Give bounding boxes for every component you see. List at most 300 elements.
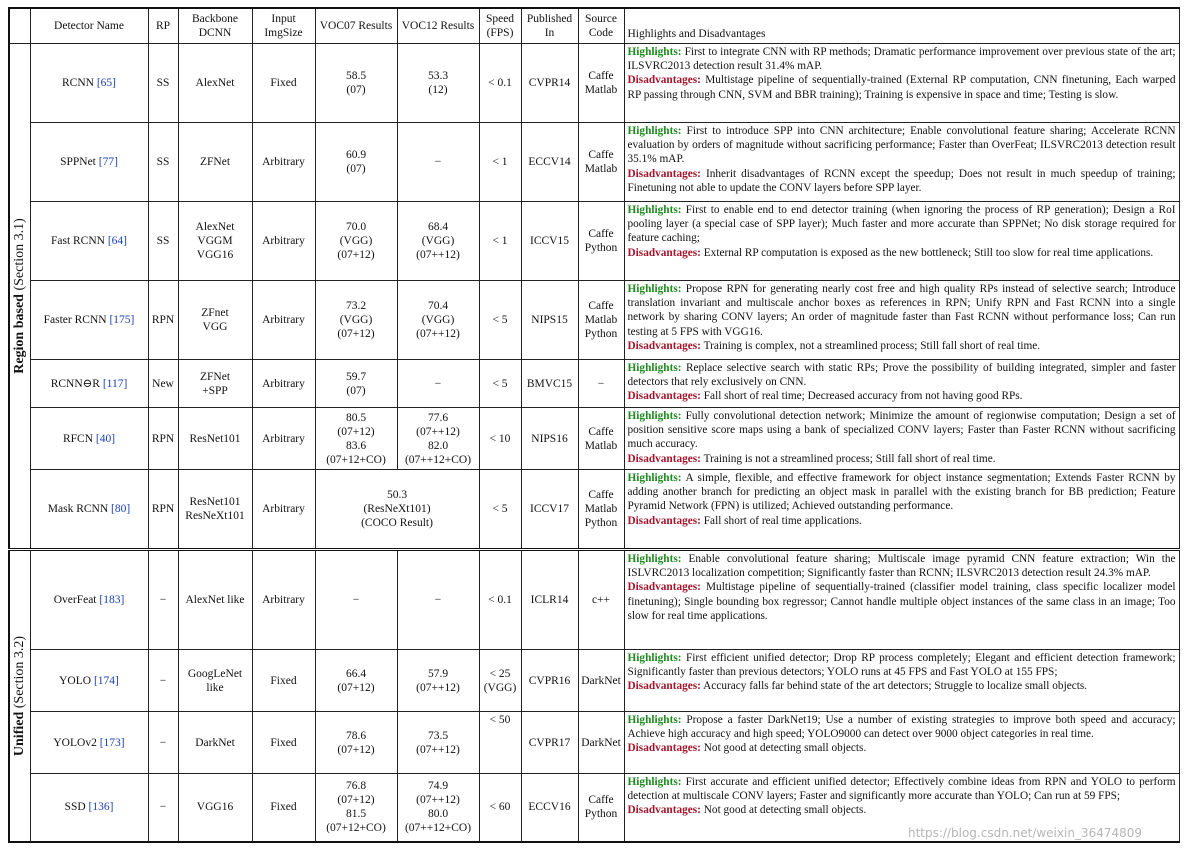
source-cell-line: DarkNet — [581, 736, 621, 749]
detector-name — [30, 44, 148, 123]
backbone-cell-line: DarkNet — [195, 736, 235, 749]
backbone-cell-line: GoogLeNet — [187, 667, 243, 680]
voc07-cell-line: − — [352, 594, 360, 606]
highlights-text: Propose RPN for generating nearly cost free and high quality RPs instead of selective search; Introduce translation invariant and multiscale anchor boxes as references in RPN; Unify RPN and Fast RCNN into a single network by sharing CONV layers; An order of magnitude faster than Fast RCNN without performance loss; Can run testing at 5 FPS with VGG16. — [627, 283, 1176, 338]
input-cell: Fixed — [252, 774, 315, 842]
voc07-cell-line: (VGG) — [339, 235, 373, 247]
backbone-cell — [178, 774, 252, 842]
voc12-cell-line: (VGG) — [421, 235, 455, 247]
header-source: Source Code — [578, 8, 624, 44]
backbone-cell-line: AlexNet like — [185, 594, 245, 606]
voc12-cell-line: (07++12) — [416, 425, 460, 438]
voc12-cell-line: (VGG) — [421, 314, 455, 326]
table-row — [9, 550, 1179, 650]
voc-merged-cell-line: 50.3 — [386, 489, 408, 501]
voc12-cell — [397, 360, 479, 408]
highlights-block — [628, 552, 1176, 580]
voc07-cell-line: 70.0 — [345, 221, 367, 233]
backbone-cell — [178, 44, 252, 123]
speed-cell-line: < 5 — [492, 314, 508, 326]
speed-cell-line: < 1 — [492, 156, 508, 168]
disadvantages-label: Disadvantages: — [627, 167, 701, 180]
header-row — [9, 8, 1179, 44]
disadvantages-block — [628, 167, 1176, 195]
highlights-cell — [624, 470, 1179, 550]
disadvantages-block — [628, 679, 1176, 693]
highlights-text: Fully convolutional detection network; Minimize the amount of regionwise computation; Design a set of position sensitive score maps using a bank of specialized CONV layers; Faster than Faster RCNN without sacrificing much accuracy. — [627, 410, 1176, 451]
voc07-cell-line: (07+12+CO) — [326, 822, 386, 835]
voc12-cell-line: 68.4 — [427, 221, 449, 233]
input-cell: Arbitrary — [252, 202, 315, 281]
source-cell — [578, 650, 624, 712]
disadvantages-block — [628, 389, 1176, 403]
voc07-cell — [315, 202, 397, 281]
voc12-cell-line: − — [434, 377, 442, 390]
rp-cell: RPN — [148, 281, 178, 360]
voc07-cell-line: 73.2 — [345, 300, 367, 312]
disadvantages-block — [628, 514, 1176, 528]
highlights-text: First efficient unified detector; Drop RP process completely; Elegant and efficient detection framework; Significantly faster than previous detectors; YOLO runs at 45 FPS and Fast YOLO at 155 FPS; — [627, 652, 1176, 679]
voc07-cell — [315, 550, 397, 650]
voc07-cell-line: 60.9 — [345, 149, 367, 161]
input-cell: Arbitrary — [252, 123, 315, 202]
highlights-block — [628, 282, 1176, 339]
speed-cell-line: < 0.1 — [488, 594, 512, 606]
source-cell — [578, 281, 624, 360]
speed-cell-line: < 0.1 — [488, 77, 512, 89]
detector-name-text: RFCN — [62, 432, 93, 445]
detector-name — [30, 408, 148, 470]
highlights-label: Highlights: — [627, 553, 682, 565]
backbone-cell-line: ZFNet — [199, 156, 231, 168]
rp-cell: SS — [148, 202, 178, 281]
header-highlights: Highlights and Disadvantages — [624, 8, 1179, 44]
voc12-cell-line: (07++12+CO) — [404, 453, 472, 466]
voc12-cell — [397, 774, 479, 842]
highlights-cell — [624, 202, 1179, 281]
voc12-cell-line: (07++12) — [416, 743, 460, 756]
highlights-cell — [624, 650, 1179, 712]
published-cell: CVPR17 — [521, 712, 578, 774]
disadvantages-label: Disadvantages: — [627, 742, 701, 755]
source-cell-line: Python — [584, 242, 618, 254]
backbone-cell — [178, 650, 252, 712]
voc07-cell-line: 66.4 — [345, 667, 367, 680]
source-cell — [578, 712, 624, 774]
highlights-block — [628, 713, 1176, 741]
detector-name — [30, 202, 148, 281]
rp-cell: − — [148, 650, 178, 712]
rp-cell: − — [148, 550, 178, 650]
group-label-region — [9, 44, 30, 550]
published-cell: NIPS16 — [521, 408, 578, 470]
voc12-cell-line: (07++12) — [416, 249, 460, 261]
disadvantages-text: Not good at detecting small objects. — [703, 804, 867, 817]
highlights-label: Highlights: — [627, 472, 682, 484]
voc07-cell-line: 83.6 — [345, 439, 367, 452]
voc12-cell — [397, 408, 479, 470]
disadvantages-text: Training is complex, not a streamlined process; Still fall short of real time. — [703, 339, 1041, 352]
header-published: Published In — [521, 8, 578, 44]
header-rp: RP — [148, 8, 178, 44]
detector-name-text: OverFeat — [53, 594, 97, 606]
detector-ref: [136] — [88, 801, 114, 814]
backbone-cell-line: ResNet101 — [189, 496, 241, 508]
backbone-cell-line: ResNet101 — [189, 432, 241, 445]
detector-name-text: Mask RCNN — [47, 503, 109, 515]
highlights-label: Highlights: — [627, 714, 682, 726]
disadvantages-text: Not good at detecting small objects. — [703, 742, 867, 755]
backbone-cell — [178, 202, 252, 281]
input-cell: Fixed — [252, 44, 315, 123]
backbone-cell — [178, 360, 252, 408]
voc12-cell — [397, 202, 479, 281]
published-cell: CVPR16 — [521, 650, 578, 712]
detector-name — [30, 470, 148, 550]
published-cell: ECCV14 — [521, 123, 578, 202]
source-cell-line: − — [597, 377, 605, 390]
voc-merged-cell — [315, 470, 479, 550]
voc-merged-cell-line: (COCO Result) — [361, 517, 433, 529]
disadvantages-label: Disadvantages: — [627, 452, 701, 465]
detector-ref: [77] — [98, 156, 118, 168]
group-section: (Section 3.1) — [11, 218, 27, 291]
voc07-cell-line: (07) — [346, 84, 366, 96]
speed-cell-line: < 10 — [489, 432, 511, 445]
voc07-cell-line: (07+12) — [337, 328, 375, 340]
backbone-cell-line: +SPP — [202, 384, 228, 397]
table-row — [9, 712, 1179, 774]
backbone-cell — [178, 550, 252, 650]
voc07-cell-line: 78.6 — [345, 729, 367, 742]
source-cell-line: c++ — [591, 594, 611, 606]
source-cell-line: Matlab — [584, 314, 618, 326]
detector-ref: [40] — [95, 432, 116, 445]
highlights-cell — [624, 44, 1179, 123]
source-cell-line: Python — [584, 328, 618, 340]
voc12-cell-line: 77.6 — [427, 411, 449, 424]
backbone-cell-line: like — [206, 681, 224, 694]
disadvantages-text: Multistage pipeline of sequentially-trained (External RP computation, CNN finetuning, Each warped RP passing through CNN, SVM and BBR training); Training is expensive in space and time; Testing is slow. — [627, 74, 1176, 101]
table-row — [9, 123, 1179, 202]
detector-name — [30, 650, 148, 712]
source-cell-line: Matlab — [584, 439, 618, 452]
disadvantages-block — [628, 741, 1176, 755]
group-label-unified — [9, 550, 30, 842]
disadvantages-label: Disadvantages: — [627, 74, 701, 87]
backbone-cell — [178, 281, 252, 360]
published-cell: NIPS15 — [521, 281, 578, 360]
header-voc07: VOC07 Results — [315, 8, 397, 44]
disadvantages-label: Disadvantages: — [627, 804, 701, 817]
highlights-cell — [624, 360, 1179, 408]
detector-name-text: YOLO — [59, 674, 92, 687]
voc12-cell-line: − — [434, 156, 442, 168]
group-label-text — [13, 636, 27, 756]
voc07-cell-line: (07) — [346, 163, 366, 175]
voc-merged-cell-line: (ResNeXt101) — [363, 503, 431, 515]
backbone-cell — [178, 712, 252, 774]
source-cell-line: Caffe — [588, 425, 614, 438]
highlights-label: Highlights: — [627, 362, 682, 374]
published-cell: ICCV17 — [521, 470, 578, 550]
voc07-cell-line: 80.5 — [345, 411, 367, 424]
detector-ref: [80] — [111, 503, 131, 515]
speed-cell — [479, 44, 521, 123]
table-row — [9, 408, 1179, 470]
disadvantages-block — [628, 803, 1176, 817]
disadvantages-text: Accuracy falls far behind state of the art detectors; Struggle to localize small objects. — [703, 680, 1088, 693]
input-cell: Arbitrary — [252, 408, 315, 470]
highlights-block — [628, 651, 1176, 679]
detector-name-text: SPPNet — [60, 156, 96, 168]
backbone-cell-line: VGG — [202, 321, 228, 333]
detector-name-text: RCNN — [62, 77, 94, 89]
source-cell-line: Caffe — [588, 489, 614, 501]
voc12-cell-line: 70.4 — [427, 300, 449, 312]
speed-cell — [479, 123, 521, 202]
source-cell-line: Python — [584, 808, 618, 821]
backbone-cell-line: ZFNet — [199, 370, 231, 383]
voc12-cell-line: (12) — [428, 84, 448, 96]
highlights-block — [628, 45, 1176, 73]
detector-name-text: YOLOv2 — [53, 736, 97, 749]
disadvantages-text: Fall short of real time; Decreased accuracy from not having good RPs. — [703, 390, 1023, 403]
voc07-cell-line: 81.5 — [345, 808, 367, 821]
header-input: Input ImgSize — [252, 8, 315, 44]
group-section: (Section 3.2) — [11, 635, 27, 708]
disadvantages-text: Inherit disadvantages of RCNN except the speedup; Does not result in much speedup of training; Finetuning not able to update the CONV layers before SPP layer. — [627, 167, 1176, 194]
highlights-text: Propose a faster DarkNet19; Use a number of existing strategies to improve both speed and accuracy; Achieve high accuracy and high speed; YOLO9000 can detect over 9000 object categories in real time. — [627, 714, 1176, 741]
detector-ref: [117] — [102, 377, 128, 390]
group-title: Unified — [11, 711, 27, 756]
source-cell-line: Caffe — [588, 794, 614, 807]
disadvantages-label: Disadvantages: — [627, 680, 701, 693]
detector-ref: [173] — [99, 736, 125, 749]
highlights-cell — [624, 712, 1179, 774]
detector-name — [30, 550, 148, 650]
voc07-cell-line: (07+12) — [337, 794, 375, 807]
highlights-block — [628, 409, 1176, 452]
group-title: Region based — [11, 294, 27, 374]
backbone-cell-line: AlexNet — [195, 77, 235, 89]
source-cell-line: Caffe — [588, 149, 614, 161]
highlights-label: Highlights: — [627, 46, 682, 58]
voc12-cell-line: 53.3 — [427, 70, 449, 82]
voc12-cell-line: 80.0 — [427, 808, 449, 821]
disadvantages-block — [628, 580, 1176, 623]
highlights-label: Highlights: — [627, 410, 682, 422]
voc07-cell — [315, 774, 397, 842]
highlights-text: Replace selective search with static RPs; Prove the possibility of building integrated, simpler and faster detectors that rely exclusively on CNN. — [627, 362, 1176, 389]
highlights-text: First accurate and efficient unified detector; Effectively combine ideas from RPN and YOLO to perform detection at multiscale CONV layers; Faster and significantly more accurate than YOLO; Can run at 59 FPS; — [627, 776, 1176, 803]
table-row — [9, 202, 1179, 281]
speed-cell — [479, 650, 521, 712]
backbone-cell-line: VGG16 — [196, 249, 234, 261]
rp-cell: − — [148, 774, 178, 842]
detector-comparison-table-wrapper — [8, 7, 1178, 843]
input-cell: Arbitrary — [252, 360, 315, 408]
highlights-label: Highlights: — [627, 283, 682, 295]
speed-cell — [479, 408, 521, 470]
voc12-cell-line: 74.9 — [427, 780, 449, 793]
backbone-cell-line: VGGM — [197, 235, 233, 247]
highlights-cell — [624, 123, 1179, 202]
voc07-cell — [315, 281, 397, 360]
speed-cell-line: (VGG) — [483, 681, 517, 694]
voc07-cell — [315, 44, 397, 123]
backbone-cell-line: ResNeXt101 — [185, 510, 245, 522]
highlights-cell — [624, 408, 1179, 470]
source-cell-line: Matlab — [584, 163, 618, 175]
voc12-cell — [397, 123, 479, 202]
backbone-cell — [178, 123, 252, 202]
highlights-block — [628, 775, 1176, 803]
highlights-text: A simple, flexible, and effective framework for object instance segmentation; Extends Faster RCNN by adding another branch for predicting an object mask in parallel with the existing branch for BB prediction; Feature Pyramid Network (FPN) is utilized; Achieved outstanding performance. — [627, 472, 1176, 513]
input-cell: Fixed — [252, 712, 315, 774]
highlights-label: Highlights: — [627, 776, 682, 788]
disadvantages-block — [628, 73, 1176, 101]
speed-cell — [479, 281, 521, 360]
source-cell-line: Caffe — [588, 228, 614, 240]
voc12-cell — [397, 281, 479, 360]
highlights-label: Highlights: — [627, 204, 682, 216]
detector-ref: [174] — [93, 674, 119, 687]
group-label-text — [13, 218, 27, 374]
speed-cell-line: < 5 — [492, 503, 508, 515]
voc07-cell-line: 59.7 — [345, 370, 367, 383]
source-cell — [578, 470, 624, 550]
highlights-block — [628, 361, 1176, 389]
detector-name — [30, 774, 148, 842]
highlights-cell — [624, 281, 1179, 360]
source-cell — [578, 123, 624, 202]
rp-cell: SS — [148, 123, 178, 202]
detector-ref: [175] — [109, 314, 135, 326]
header-voc12: VOC12 Results — [397, 8, 479, 44]
disadvantages-label: Disadvantages: — [627, 339, 701, 352]
voc12-cell-line: (07++12) — [416, 794, 460, 807]
source-cell-line: Caffe — [588, 70, 614, 82]
watermark: https://blog.csdn.net/weixin_36474809 — [908, 826, 1143, 840]
speed-cell-line: < 5 — [492, 377, 508, 390]
highlights-text: First to enable end to end detector training (when ignoring the process of RP generation); Design a RoI pooling layer (a special case of SPP layer); Much faster and more accurate than SPPNet; No disk storage required for feature caching; — [627, 204, 1176, 245]
disadvantages-text: Fall short of real time applications. — [703, 514, 862, 527]
detector-ref: [65] — [96, 77, 116, 89]
source-cell-line: Caffe — [588, 300, 614, 312]
input-cell: Arbitrary — [252, 470, 315, 550]
voc12-cell-line: 73.5 — [427, 729, 449, 742]
voc07-cell — [315, 123, 397, 202]
voc07-cell-line: (VGG) — [339, 314, 373, 326]
disadvantages-text: External RP computation is exposed as the new bottleneck; Still too slow for real time applications. — [703, 246, 1154, 259]
highlights-text: First to introduce SPP into CNN architecture; Enable convolutional feature sharing; Accelerate RCNN evaluation by orders of magnitude without sacrificing performance; Faster than OverFeat; ILSVRC2013 detection result 35.1% mAP. — [627, 125, 1176, 166]
disadvantages-label: Disadvantages: — [627, 390, 701, 403]
table-row — [9, 44, 1179, 123]
voc12-cell-line: (07++12) — [416, 681, 460, 694]
disadvantages-label: Disadvantages: — [627, 581, 701, 594]
disadvantages-text: Multistage pipeline of sequentially-trained (classifier model training, class specific localizer model finetuning); Single bounding box regressor; Cannot handle multiple object instances of the same class in an image; Too slow for real time applications. — [627, 581, 1176, 622]
disadvantages-block — [628, 452, 1176, 466]
source-cell — [578, 44, 624, 123]
published-cell: ICCV15 — [521, 202, 578, 281]
rp-cell: RPN — [148, 470, 178, 550]
highlights-cell — [624, 550, 1179, 650]
backbone-cell — [178, 470, 252, 550]
backbone-cell-line: AlexNet — [195, 221, 235, 233]
disadvantages-block — [628, 339, 1176, 353]
speed-cell — [479, 550, 521, 650]
backbone-cell-line: VGG16 — [196, 801, 234, 814]
disadvantages-label: Disadvantages: — [627, 246, 701, 259]
table-body — [9, 44, 1179, 842]
speed-cell — [479, 712, 521, 774]
source-cell-line: DarkNet — [581, 674, 621, 687]
published-cell: ECCV16 — [521, 774, 578, 842]
header-group — [9, 8, 30, 44]
detector-name-text: SSD — [64, 801, 86, 814]
backbone-cell — [178, 408, 252, 470]
source-cell-line: Matlab — [584, 503, 618, 515]
highlights-label: Highlights: — [627, 652, 682, 664]
voc12-cell-line: (07++12+CO) — [404, 822, 472, 835]
voc07-cell — [315, 360, 397, 408]
rp-cell: − — [148, 712, 178, 774]
detector-name — [30, 712, 148, 774]
speed-cell-line: < 1 — [492, 235, 508, 247]
table-row — [9, 650, 1179, 712]
disadvantages-text: Training is not a streamlined process; Still fall short of real time. — [703, 452, 996, 465]
speed-cell — [479, 470, 521, 550]
source-cell — [578, 550, 624, 650]
input-cell: Arbitrary — [252, 550, 315, 650]
highlights-block — [628, 471, 1176, 514]
detector-name-text: RCNN⊖R — [50, 377, 100, 390]
voc07-cell-line: 76.8 — [345, 780, 367, 793]
table-row — [9, 360, 1179, 408]
voc07-cell-line: (07+12) — [337, 249, 375, 261]
voc12-cell — [397, 712, 479, 774]
source-cell-line: Python — [584, 517, 618, 529]
highlights-block — [628, 203, 1176, 246]
rp-cell: New — [148, 360, 178, 408]
detector-name-text: Faster RCNN — [43, 314, 107, 326]
voc07-cell-line: (07+12+CO) — [326, 453, 386, 466]
voc12-cell — [397, 44, 479, 123]
speed-cell — [479, 202, 521, 281]
voc12-cell-line: − — [434, 594, 442, 606]
speed-cell — [479, 774, 521, 842]
voc12-cell — [397, 650, 479, 712]
highlights-block — [628, 124, 1176, 167]
highlights-text: Enable convolutional feature sharing; Multiscale image pyramid CNN feature extraction; Win the ISLVRC2013 localization competition; Significantly faster than RCNN; ILSVRC2013 detection result 24.3% mAP. — [627, 553, 1176, 580]
speed-cell — [479, 360, 521, 408]
detector-ref: [64] — [107, 235, 128, 247]
highlights-text: First to integrate CNN with RP methods; Dramatic performance improvement over previous state of the art; ILSVRC2013 detection result 31.4% mAP. — [627, 46, 1176, 73]
voc07-cell — [315, 650, 397, 712]
highlights-label: Highlights: — [627, 125, 682, 137]
detector-comparison-table — [8, 7, 1180, 843]
table-row — [9, 470, 1179, 550]
table-row — [9, 281, 1179, 360]
detector-name-text: Fast RCNN — [50, 235, 105, 247]
header-backbone: Backbone DCNN — [178, 8, 252, 44]
input-cell: Fixed — [252, 650, 315, 712]
backbone-cell-line: ZFnet — [201, 307, 229, 319]
speed-cell-line: < 60 — [489, 801, 511, 814]
voc12-cell-line: (07++12) — [416, 328, 460, 340]
published-cell: ICLR14 — [521, 550, 578, 650]
